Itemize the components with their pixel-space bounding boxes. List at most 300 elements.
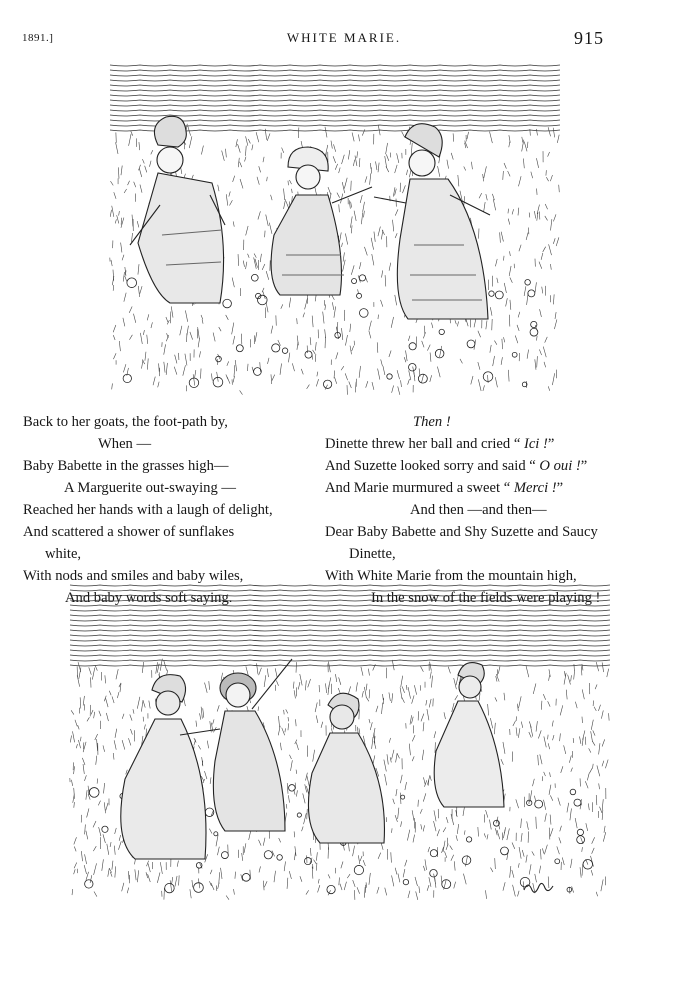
- grass-stroke: [381, 703, 382, 714]
- grass-stroke: [92, 668, 94, 680]
- grass-stroke: [422, 341, 424, 347]
- grass-stroke: [332, 295, 335, 300]
- grass-stroke: [508, 171, 510, 176]
- grass-stroke: [139, 142, 140, 150]
- grass-stroke: [484, 202, 485, 212]
- grass-stroke: [84, 775, 86, 781]
- grass-stroke: [339, 677, 341, 684]
- grass-stroke: [443, 841, 445, 852]
- grass-stroke: [434, 731, 436, 738]
- grass-stroke: [352, 133, 354, 142]
- grass-stroke: [103, 834, 105, 843]
- grass-stroke: [598, 705, 600, 711]
- grass-stroke: [395, 233, 397, 238]
- grass-stroke: [536, 721, 537, 731]
- grass-stroke: [485, 890, 486, 899]
- flower: [223, 299, 232, 308]
- grass-stroke: [527, 350, 528, 359]
- grass-stroke: [94, 892, 97, 897]
- girl-figure-4: [434, 663, 504, 807]
- grass-stroke: [383, 366, 385, 375]
- grass-stroke: [557, 135, 559, 143]
- grass-stroke: [114, 846, 115, 855]
- grass-stroke: [486, 810, 488, 818]
- grass-stroke: [483, 385, 485, 391]
- grass-stroke: [341, 328, 342, 340]
- flower: [409, 343, 416, 350]
- grass-stroke: [133, 314, 135, 323]
- grass-stroke: [353, 846, 355, 857]
- grass-stroke: [137, 697, 140, 709]
- grass-stroke: [420, 666, 423, 671]
- grass-stroke: [548, 743, 550, 749]
- grass-stroke: [585, 781, 588, 788]
- grass-stroke: [278, 716, 279, 727]
- grass-stroke: [106, 803, 108, 810]
- grass-stroke: [365, 176, 367, 182]
- grass-stroke: [378, 315, 379, 320]
- grass-stroke: [575, 702, 577, 708]
- poem-line: Reached her hands with a laugh of delight,: [23, 502, 273, 518]
- grass-stroke: [408, 336, 410, 341]
- signature-mark: [520, 878, 560, 896]
- grass-stroke: [339, 877, 340, 885]
- grass-stroke: [574, 670, 575, 679]
- grass-stroke: [106, 713, 108, 721]
- grass-stroke: [232, 278, 234, 288]
- flower: [272, 344, 280, 352]
- grass-stroke: [255, 332, 257, 342]
- top-illustration: [100, 55, 570, 400]
- grass-stroke: [595, 685, 597, 690]
- grass-stroke: [372, 737, 373, 749]
- hatch-line: [70, 620, 610, 621]
- grass-stroke: [571, 768, 573, 772]
- grass-stroke: [110, 181, 113, 185]
- grass-stroke: [501, 232, 503, 242]
- grass-stroke: [560, 733, 561, 741]
- grass-stroke: [128, 871, 129, 879]
- grass-stroke: [289, 871, 291, 879]
- grass-stroke: [102, 859, 104, 870]
- flower: [530, 328, 538, 336]
- grass-stroke: [226, 315, 229, 320]
- grass-stroke: [240, 179, 243, 188]
- grass-stroke: [544, 772, 546, 776]
- grass-stroke: [356, 682, 357, 691]
- hatch-line: [110, 85, 560, 86]
- grass-stroke: [166, 363, 167, 375]
- grass-stroke: [192, 175, 194, 179]
- grass-stroke: [575, 818, 577, 828]
- flower: [304, 858, 311, 865]
- grass-stroke: [460, 359, 462, 363]
- grass-stroke: [545, 204, 547, 209]
- grass-stroke: [537, 188, 538, 194]
- grass-stroke: [526, 233, 528, 240]
- grass-stroke: [359, 158, 360, 167]
- grass-stroke: [564, 745, 566, 754]
- grass-stroke: [490, 307, 492, 315]
- grass-stroke: [559, 837, 561, 843]
- grass-stroke: [544, 845, 547, 855]
- grass-stroke: [569, 755, 571, 762]
- grass-stroke: [451, 153, 453, 160]
- grass-stroke: [366, 381, 368, 388]
- grass-stroke: [99, 711, 101, 716]
- grass-stroke: [539, 262, 542, 269]
- grass-stroke: [484, 833, 485, 837]
- grass-stroke: [434, 810, 436, 821]
- top-illustration-drawing: [100, 55, 570, 400]
- grass-stroke: [135, 869, 136, 880]
- poem-emphasis: Merci !: [513, 480, 557, 496]
- grass-stroke: [121, 243, 122, 253]
- grass-stroke: [284, 189, 285, 200]
- grass-stroke: [348, 150, 349, 159]
- grass-stroke: [137, 870, 138, 882]
- grass-stroke: [210, 870, 212, 874]
- grass-stroke: [314, 860, 317, 864]
- grass-stroke: [500, 232, 501, 242]
- flower: [359, 275, 365, 281]
- grass-stroke: [238, 144, 241, 153]
- grass-stroke: [125, 276, 127, 282]
- grass-stroke: [315, 354, 316, 362]
- grass-stroke: [349, 200, 350, 208]
- grass-stroke: [539, 866, 540, 874]
- grass-stroke: [112, 861, 113, 870]
- grass-stroke: [437, 367, 440, 378]
- grass-stroke: [159, 363, 160, 371]
- grass-stroke: [361, 212, 362, 224]
- grass-stroke: [289, 180, 291, 184]
- grass-stroke: [592, 741, 595, 746]
- grass-stroke: [269, 223, 272, 234]
- grass-stroke: [377, 887, 379, 894]
- grass-stroke: [510, 251, 511, 256]
- hatch-line: [70, 595, 610, 596]
- poem-text: Dinette threw her ball and cried “: [325, 436, 524, 452]
- grass-stroke: [308, 679, 311, 687]
- grass-stroke: [518, 863, 519, 867]
- girl-figure-middle: [271, 147, 372, 295]
- grass-stroke: [271, 326, 273, 334]
- grass-stroke: [74, 846, 76, 851]
- grass-stroke: [403, 869, 405, 877]
- grass-stroke: [541, 701, 542, 710]
- grass-stroke: [110, 842, 111, 847]
- grass-stroke: [359, 262, 361, 269]
- grass-stroke: [70, 735, 71, 742]
- grass-stroke: [219, 327, 221, 331]
- grass-stroke: [548, 152, 550, 157]
- grass-stroke: [235, 872, 236, 879]
- grass-stroke: [556, 237, 559, 246]
- grass-stroke: [573, 738, 574, 743]
- poem-line: With White Marie from the mountain high,: [325, 568, 577, 584]
- grass-stroke: [568, 675, 571, 685]
- grass-stroke: [72, 889, 73, 895]
- grass-stroke: [508, 209, 509, 214]
- grass-stroke: [542, 848, 543, 853]
- grass-stroke: [455, 695, 458, 700]
- grass-stroke: [210, 777, 211, 784]
- grass-stroke: [430, 375, 432, 382]
- grass-stroke: [350, 346, 351, 355]
- grass-stroke: [74, 862, 77, 868]
- grass-stroke: [229, 191, 230, 196]
- grass-stroke: [115, 729, 117, 738]
- grass-stroke: [497, 830, 500, 839]
- grass-stroke: [284, 861, 285, 871]
- grass-stroke: [296, 790, 297, 796]
- grass-stroke: [339, 168, 341, 174]
- hatch-line: [70, 615, 610, 616]
- grass-stroke: [430, 662, 432, 671]
- grass-stroke: [582, 689, 584, 699]
- grass-stroke: [429, 699, 431, 707]
- grass-stroke: [138, 286, 139, 297]
- girl-figure-left: [130, 116, 225, 303]
- grass-stroke: [543, 247, 546, 252]
- grass-stroke: [133, 709, 134, 713]
- grass-stroke: [259, 866, 260, 872]
- grass-stroke: [296, 770, 297, 774]
- header-title: WHITE MARIE.: [286, 30, 402, 45]
- flower: [216, 356, 222, 362]
- grass-stroke: [521, 722, 522, 728]
- grass-stroke: [246, 226, 248, 236]
- flower: [495, 291, 503, 299]
- grass-stroke: [282, 148, 284, 153]
- grass-stroke: [488, 375, 489, 383]
- grass-stroke: [602, 761, 604, 767]
- grass-stroke: [119, 341, 120, 351]
- grass-stroke: [412, 810, 414, 820]
- grass-stroke: [271, 195, 273, 200]
- grass-stroke: [341, 862, 343, 869]
- grass-stroke: [304, 813, 307, 824]
- flower: [501, 847, 509, 855]
- grass-stroke: [448, 667, 450, 674]
- grass-stroke: [342, 243, 343, 247]
- grass-stroke: [234, 889, 235, 895]
- grass-stroke: [266, 271, 269, 280]
- grass-stroke: [288, 181, 289, 186]
- grass-stroke: [423, 777, 425, 784]
- grass-stroke: [300, 876, 302, 881]
- grass-stroke: [245, 157, 246, 162]
- grass-stroke: [115, 866, 116, 877]
- grass-stroke: [602, 662, 603, 672]
- grass-stroke: [361, 667, 363, 676]
- poem-line: [325, 455, 625, 477]
- grass-stroke: [530, 726, 532, 737]
- grass-stroke: [378, 163, 379, 173]
- grass-stroke: [337, 193, 340, 198]
- grass-stroke: [292, 189, 293, 193]
- grass-stroke: [392, 828, 393, 833]
- grass-stroke: [381, 300, 383, 307]
- grass-stroke: [95, 665, 97, 670]
- grass-stroke: [518, 891, 520, 897]
- grass-stroke: [112, 383, 113, 389]
- page-number: 915: [574, 28, 604, 48]
- grass-stroke: [111, 260, 112, 266]
- grass-stroke: [495, 858, 496, 869]
- grass-stroke: [408, 891, 410, 898]
- flower: [555, 859, 560, 864]
- grass-stroke: [434, 821, 436, 831]
- grass-stroke: [396, 789, 397, 796]
- grass-stroke: [495, 259, 497, 266]
- grass-stroke: [146, 872, 148, 878]
- grass-stroke: [501, 357, 502, 365]
- grass-stroke: [201, 369, 202, 379]
- flower: [535, 800, 543, 808]
- grass-stroke: [420, 809, 422, 814]
- grass-stroke: [519, 847, 521, 859]
- grass-stroke: [340, 884, 342, 890]
- grass-stroke: [235, 360, 236, 371]
- grass-stroke: [248, 254, 250, 258]
- grass-stroke: [213, 333, 215, 342]
- poem-emphasis: Ici !: [523, 436, 548, 452]
- flower: [258, 295, 268, 305]
- grass-stroke: [227, 361, 229, 365]
- flower: [289, 785, 296, 792]
- grass-stroke: [218, 883, 219, 889]
- grass-stroke: [281, 304, 283, 308]
- grass-stroke: [157, 872, 160, 882]
- grass-stroke: [381, 359, 383, 366]
- grass-stroke: [560, 826, 562, 832]
- grass-stroke: [211, 883, 214, 890]
- grass-stroke: [599, 783, 600, 789]
- grass-stroke: [443, 827, 446, 832]
- grass-stroke: [209, 829, 212, 834]
- poem-text: ”: [580, 458, 588, 474]
- grass-stroke: [286, 709, 288, 713]
- grass-stroke: [601, 710, 603, 718]
- grass-stroke: [171, 306, 173, 317]
- grass-stroke: [392, 660, 394, 670]
- grass-stroke: [297, 318, 298, 324]
- flower: [221, 852, 228, 859]
- grass-stroke: [147, 358, 148, 369]
- grass-stroke: [325, 683, 326, 693]
- grass-stroke: [369, 689, 370, 698]
- grass-stroke: [502, 339, 503, 349]
- grass-stroke: [105, 675, 106, 683]
- grass-stroke: [582, 664, 583, 671]
- grass-stroke: [268, 358, 269, 364]
- grass-stroke: [140, 286, 142, 293]
- grass-stroke: [419, 886, 420, 893]
- grass-stroke: [74, 869, 76, 874]
- grass-stroke: [294, 690, 295, 698]
- grass-stroke: [555, 312, 556, 319]
- girl-figure-2: [213, 659, 292, 831]
- grass-stroke: [444, 851, 446, 857]
- grass-stroke: [391, 317, 393, 328]
- grass-stroke: [545, 216, 548, 221]
- grass-stroke: [287, 783, 288, 794]
- grass-stroke: [552, 721, 553, 727]
- grass-stroke: [234, 365, 235, 377]
- grass-stroke: [201, 315, 203, 319]
- grass-stroke: [553, 735, 554, 740]
- grass-stroke: [256, 132, 259, 142]
- grass-stroke: [183, 365, 186, 375]
- grass-stroke: [205, 683, 208, 693]
- grass-stroke: [355, 382, 356, 393]
- grass-stroke: [226, 895, 229, 899]
- grass-stroke: [325, 329, 326, 338]
- grass-stroke: [129, 335, 132, 340]
- grass-stroke: [421, 374, 423, 383]
- grass-stroke: [435, 878, 436, 888]
- grass-stroke: [213, 719, 214, 724]
- grass-stroke: [293, 682, 294, 689]
- grass-stroke: [518, 208, 519, 216]
- grass-stroke: [91, 710, 93, 714]
- flower: [442, 880, 451, 889]
- grass-stroke: [542, 776, 543, 781]
- grass-stroke: [446, 844, 448, 850]
- grass-stroke: [315, 187, 317, 194]
- grass-stroke: [142, 159, 144, 163]
- grass-stroke: [350, 324, 351, 332]
- grass-stroke: [82, 758, 85, 765]
- grass-stroke: [238, 158, 239, 167]
- grass-stroke: [395, 868, 397, 875]
- grass-stroke: [312, 316, 313, 327]
- grass-stroke: [369, 321, 371, 331]
- grass-stroke: [257, 663, 258, 674]
- grass-stroke: [512, 842, 515, 848]
- grass-stroke: [75, 720, 77, 727]
- grass-stroke: [510, 277, 512, 282]
- grass-stroke: [343, 260, 346, 272]
- grass-stroke: [582, 864, 583, 875]
- grass-stroke: [527, 142, 528, 148]
- flower: [89, 788, 99, 798]
- grass-stroke: [139, 168, 141, 177]
- grass-stroke: [97, 739, 98, 751]
- grass-stroke: [519, 245, 521, 252]
- grass-stroke: [263, 838, 265, 846]
- grass-stroke: [310, 848, 311, 856]
- grass-stroke: [359, 728, 360, 734]
- poem-line: And scattered a shower of sunflakes: [23, 524, 235, 540]
- grass-stroke: [478, 362, 480, 370]
- grass-stroke: [402, 132, 405, 137]
- grass-stroke: [334, 144, 336, 151]
- grass-stroke: [305, 680, 306, 690]
- grass-stroke: [190, 889, 191, 898]
- grass-stroke: [377, 342, 378, 352]
- grass-stroke: [333, 156, 336, 163]
- grass-stroke: [357, 887, 360, 894]
- grass-stroke: [490, 132, 493, 143]
- poem-line: Dear Baby Babette and Shy Suzette and Saucy: [325, 524, 598, 540]
- grass-stroke: [134, 182, 136, 187]
- grass-stroke: [544, 736, 546, 747]
- hatch-line: [110, 75, 560, 76]
- grass-stroke: [416, 891, 418, 899]
